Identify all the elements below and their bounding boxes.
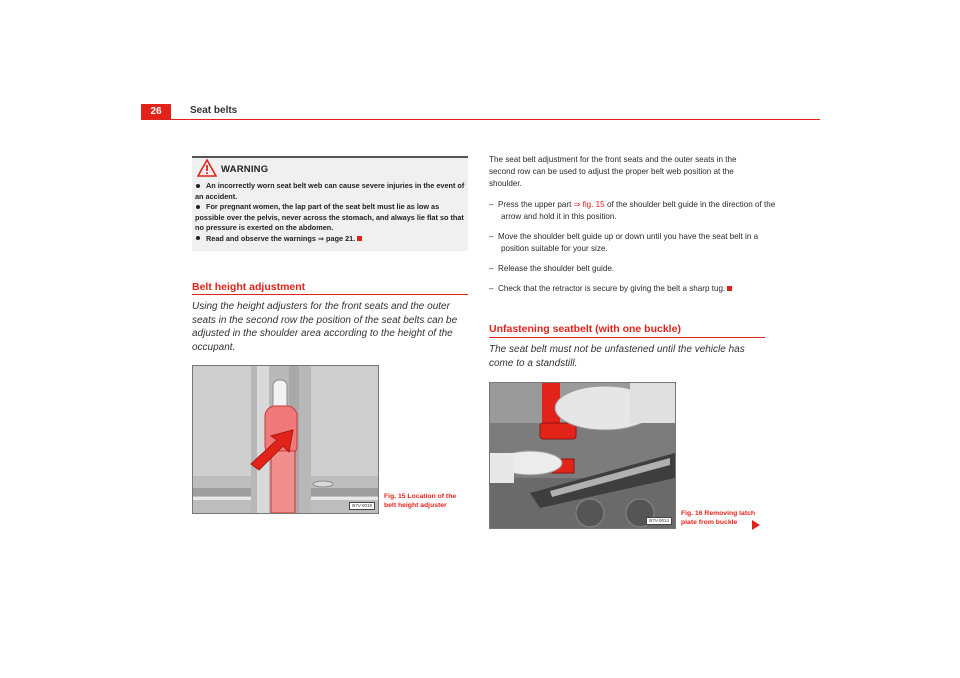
figure-link[interactable]: ⇒ fig. 15 <box>573 200 605 209</box>
chapter-title: Seat belts <box>190 105 238 116</box>
step-1: – Press the upper part ⇒ fig. 15 of the shoulder belt guide in the direction of the arrow and hold it in this position. <box>489 200 776 221</box>
step-3: – Release the shoulder belt guide. <box>489 264 615 273</box>
bullet-icon <box>196 184 200 188</box>
page-number: 26 <box>141 104 171 119</box>
end-of-section-icon <box>727 286 732 291</box>
warning-item: An incorrectly worn seat belt web can cause severe injuries in the event of an accident. <box>195 181 465 201</box>
section-intro-belt-height: Using the height adjusters for the front seats and the outer seats in the second row the position of the seat belts can be adjusted in the shoulder area according to the height of the occupant. <box>192 301 458 353</box>
figure-caption-16: Fig. 16 Removing latch plate from buckle <box>681 510 756 526</box>
step-4: – Check that the retractor is secure by giving the belt a sharp tug. <box>489 283 786 295</box>
figure-code: B7V-0019 <box>349 502 375 510</box>
belt-adjuster-illustration <box>193 366 378 513</box>
bullet-icon <box>196 236 200 240</box>
warning-list <box>195 181 467 244</box>
section-rule <box>192 294 468 295</box>
warning-top-rule <box>192 156 468 158</box>
header-rule <box>141 119 820 120</box>
buckle-illustration <box>490 383 675 528</box>
warning-item <box>195 234 467 245</box>
figure-code: B7V-0014 <box>646 517 672 525</box>
step-2: – Move the shoulder belt guide up or down until you have the seat belt in a position suitable for your size. <box>489 232 759 253</box>
end-of-section-icon <box>357 236 362 241</box>
section-rule <box>489 337 765 338</box>
section-title-unfasten: Unfastening seatbelt (with one buckle) <box>489 323 681 335</box>
bullet-icon <box>196 205 200 209</box>
section-title-belt-height: Belt height adjustment <box>192 281 306 293</box>
adjustment-paragraph: The seat belt adjustment for the front seats and the outer seats in the second row can be used to adjust the proper belt web position at the shoulder. <box>489 155 737 188</box>
page-link[interactable]: Read and observe the warnings ⇒ page 21. <box>206 233 356 243</box>
next-page-arrow-icon[interactable] <box>752 520 760 530</box>
figure-belt-height-adjuster <box>192 365 379 514</box>
section-intro-unfasten: The seat belt must not be unfastened until the vehicle has come to a standstill. <box>489 344 745 369</box>
warning-triangle-icon <box>197 159 217 177</box>
figure-latch-plate-removal <box>489 382 676 529</box>
warning-item: For pregnant women, the lap part of the seat belt must lie as low as possible over the pelvis, never across the stomach, and always lie flat so that no pressure is exerted on the abdomen. <box>195 202 464 232</box>
warning-heading: WARNING <box>221 164 269 175</box>
figure-caption-15: Fig. 15 Location of the belt height adjuster <box>384 493 457 509</box>
